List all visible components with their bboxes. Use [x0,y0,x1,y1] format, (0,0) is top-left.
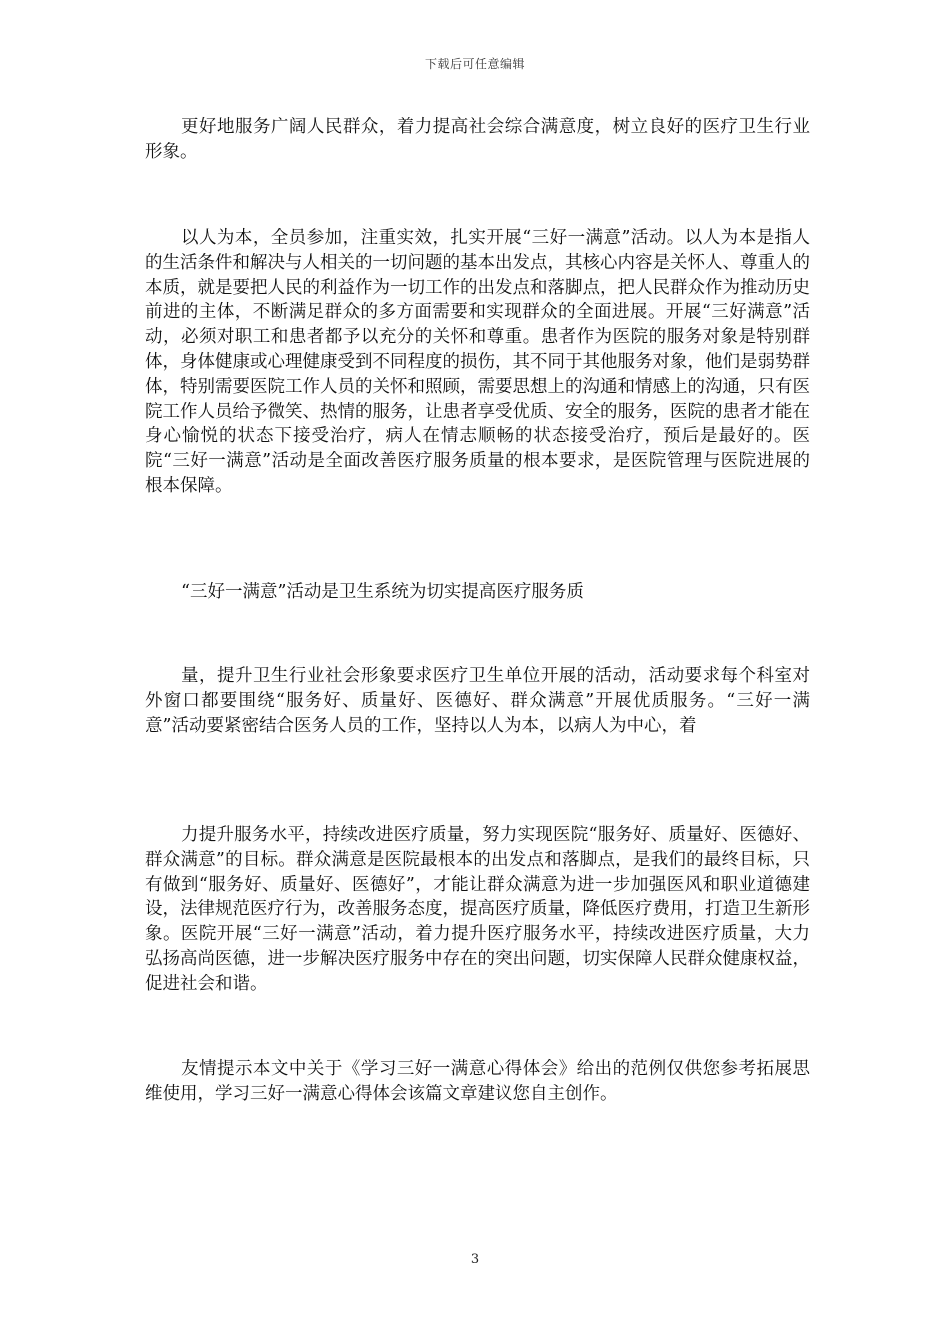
paragraph-4: 量，提升卫生行业社会形象要求医疗卫生单位开展的活动，活动要求每个科室对外窗口都要围绕“服务好、质量好、医德好、群众满意”开展优质服务。“三好一满意”活动要紧密结合医务人员的工作，坚持以人为本，以病人为中心，着 [145,666,810,736]
page-header: 下载后可任意编辑 [424,57,525,71]
paragraph-1: 更好地服务广阔人民群众，着力提高社会综合满意度，树立良好的医疗卫生行业形象。 [145,117,810,162]
paragraph-5: 力提升服务水平，持续改进医疗质量，努力实现医院“服务好、质量好、医德好、群众满意”的目标。群众满意是医院最根本的出发点和落脚点，是我们的最终目标，只有做到“服务好、质量好、医德好”，才能让群众满意为进一步加强医风和职业道德建设，法律规范医疗行为，改善服务态度，提高医疗质量，降低医疗费用，打造卫生新形象。医院开展“三好一满意”活动，着力提升医疗服务水平，持续改进医疗质量，大力弘扬高尚医德，进一步解决医疗服务中存在的突出问题，切实保障人民群众健康权益，促进社会和谐。 [145,825,810,994]
paragraph-2: 以人为本，全员参加，注重实效，扎实开展“三好一满意”活动。以人为本是指人的生活条件和解决与人相关的一切问题的基本出发点，其核心内容是关怀人、尊重人的本质，就是要把人民的利益作为一切工作的出发点和落脚点，把人民群众作为推动历史前进的主体，不断满足群众的多方面需要和实现群众的全面进展。开展“三好满意”活动，必须对职工和患者都予以充分的关怀和尊重。患者作为医院的服务对象是特别群体，身体健康或心理健康受到不同程度的损伤，其不同于其他服务对象，他们是弱势群体，特别需要医院工作人员的关怀和照顾，需要思想上的沟通和情感上的沟通，只有医院工作人员给予微笑、热情的服务，让患者享受优质、安全的服务，医院的患者才能在身心愉悦的状态下接受治疗，病人在情志顺畅的状态接受治疗，预后是最好的。医院“三好一满意”活动是全面改善医疗服务质量的根本要求，是医院管理与医院进展的根本保障。 [145,228,810,496]
paragraph-6: 友情提示本文中关于《学习三好一满意心得体会》给出的范例仅供您参考拓展思维使用，学习三好一满意心得体会该篇文章建议您自主创作。 [145,1059,810,1104]
paragraph-3: “三好一满意”活动是卫生系统为切实提高医疗服务质 [181,582,584,602]
page-number: 3 [470,1252,480,1267]
